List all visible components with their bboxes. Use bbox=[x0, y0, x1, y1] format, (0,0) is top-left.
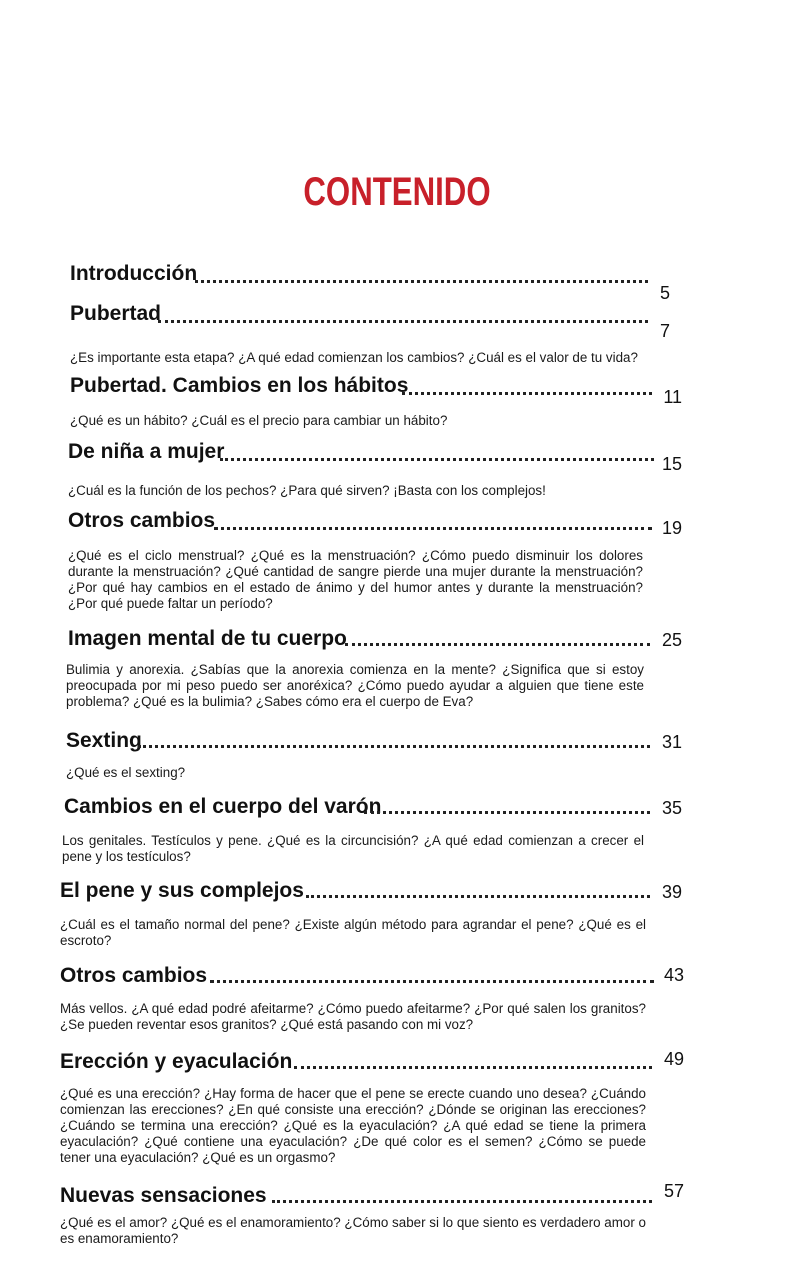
dot-leader bbox=[195, 278, 648, 283]
toc-entry-page: 25 bbox=[661, 630, 682, 650]
toc-entry-title: Imagen mental de tu cuerpo bbox=[68, 627, 347, 650]
dot-leader bbox=[402, 390, 652, 395]
toc-entry-page: 15 bbox=[661, 454, 682, 474]
dot-leader bbox=[272, 1198, 652, 1203]
dot-leader bbox=[345, 641, 650, 646]
toc-entry-title: De niña a mujer bbox=[68, 440, 225, 463]
toc-entry-description: Los genitales. Testículos y pene. ¿Qué es la circuncisión? ¿A qué edad comienzan a crecer el pene y los testículos? bbox=[62, 833, 644, 864]
toc-entry-page: 57 bbox=[663, 1181, 684, 1201]
toc-entry-title: El pene y sus complejos bbox=[60, 879, 304, 902]
dot-leader bbox=[294, 1064, 652, 1069]
toc-entry-description: ¿Qué es un hábito? ¿Cuál es el precio para cambiar un hábito? bbox=[70, 413, 448, 428]
toc-entry-description: Bulimia y anorexia. ¿Sabías que la anorexia comienza en la mente? ¿Significa que si estoy preocupada por mi peso puedo ser anoréxica? ¿Cómo puedo ayudar a alguien que tiene este problema? ¿Qué es la bulimia? ¿Sabes cómo era el cuerpo de Eva? bbox=[66, 662, 644, 709]
toc-entry-description: ¿Cuál es la función de los pechos? ¿Para qué sirven? ¡Basta con los complejos! bbox=[68, 483, 546, 498]
toc-entry-title: Introducción bbox=[70, 262, 198, 285]
toc-entry-title: Cambios en el cuerpo del varón bbox=[64, 795, 382, 818]
toc-entry-page: 7 bbox=[659, 321, 670, 341]
toc-entry-page: 5 bbox=[659, 283, 670, 303]
toc-entry-page: 11 bbox=[663, 387, 682, 407]
toc-entry-title: Nuevas sensaciones bbox=[60, 1184, 267, 1207]
toc-entry-description: ¿Qué es el ciclo menstrual? ¿Qué es la menstruación? ¿Cómo puedo disminuir los dolores durante la menstruación? ¿Qué cantidad de sangre pierde una mujer durante la menstruación? ¿Por qué hay cambios en el estado de ánimo y del humor antes y durante la menstruación? ¿Por qué puede faltar un período? bbox=[68, 548, 643, 611]
toc-entry-page: 19 bbox=[661, 518, 682, 538]
toc-entry-page: 35 bbox=[661, 798, 682, 818]
toc-entry-description: ¿Qué es una erección? ¿Hay forma de hacer que el pene se erecte cuando uno desea? ¿Cuándo comienzan las erecciones? ¿En qué consiste una erección? ¿Dónde se originan las erecciones? ¿Cuándo se termina una erección? ¿Qué es la eyaculación? ¿A qué edad se tiene la primera eyaculación? ¿Qué contiene una eyaculación? ¿De qué color es el semen? ¿Cómo se puede tener una eyaculación? ¿Qué es un orgasmo? bbox=[60, 1086, 646, 1165]
dot-leader bbox=[214, 525, 652, 530]
toc-entry-description: ¿Cuál es el tamaño normal del pene? ¿Existe algún método para agrandar el pene? ¿Qué es el escroto? bbox=[60, 917, 646, 948]
toc-entry-description: Más vellos. ¿A qué edad podré afeitarme? ¿Cómo puedo afeitarme? ¿Por qué salen los granitos? ¿Se pueden reventar esos granitos? ¿Qué está pasando con mi voz? bbox=[60, 1001, 646, 1032]
toc-entry-title: Pubertad bbox=[70, 302, 162, 325]
toc-entry-title: Otros cambios bbox=[60, 964, 208, 987]
dot-leader bbox=[364, 809, 650, 814]
toc-entry-description: ¿Qué es el amor? ¿Qué es el enamoramiento? ¿Cómo saber si lo que siento es verdadero amor o es enamoramiento? bbox=[60, 1215, 646, 1246]
toc-entry-description: ¿Qué es el sexting? bbox=[66, 765, 186, 780]
toc-entry-page: 31 bbox=[661, 732, 682, 752]
toc-entry-title: Otros cambios bbox=[68, 509, 216, 532]
toc-entry-title: Sexting bbox=[66, 729, 142, 752]
toc-entry-page: 43 bbox=[663, 965, 684, 985]
dot-leader bbox=[210, 978, 654, 983]
toc-entry-page: 49 bbox=[663, 1049, 684, 1069]
toc-entry-description: ¿Es importante esta etapa? ¿A qué edad comienzan los cambios? ¿Cuál es el valor de tu vida? bbox=[70, 350, 638, 365]
dot-leader bbox=[158, 318, 648, 323]
toc-entry-page: 39 bbox=[661, 882, 682, 902]
dot-leader bbox=[220, 456, 654, 461]
toc-entry-title: Erección y eyaculación bbox=[60, 1050, 293, 1073]
dot-leader bbox=[306, 893, 650, 898]
dot-leader bbox=[138, 743, 650, 748]
toc-entry-title: Pubertad. Cambios en los hábitos bbox=[70, 374, 409, 397]
page-title: CONTENIDO bbox=[303, 170, 491, 214]
